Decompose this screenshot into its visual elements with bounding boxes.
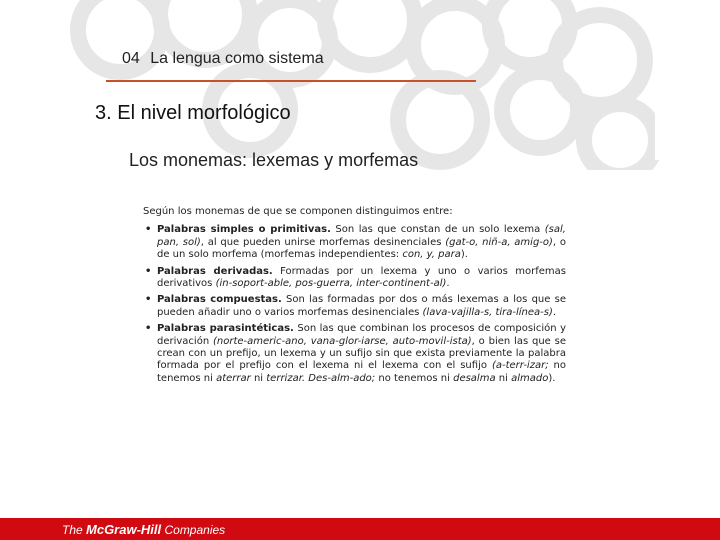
item-example: almado (511, 372, 549, 384)
item-example: aterrar (216, 372, 251, 384)
slide-subtitle: Los monemas: lexemas y morfemas (129, 150, 419, 170)
item-example: (a-terr-izar; (491, 360, 549, 372)
publisher-logo (62, 522, 225, 537)
item-example: terrizar. Des-alm-ado; (266, 372, 376, 384)
item-example: desalma (453, 372, 496, 384)
item-text: ni (250, 372, 267, 384)
item-text: no tenemos ni (375, 372, 454, 384)
list-item (143, 323, 566, 385)
list-item (143, 224, 566, 261)
logo-suffix: Companies (161, 523, 226, 537)
item-example: (in-soport-able, pos-guerra, inter-continent-al) (215, 278, 447, 290)
item-text: Son las que constan de un solo lexema (330, 224, 545, 236)
item-term: Palabras derivadas. (157, 265, 273, 277)
logo-brand: McGraw-Hill (86, 522, 162, 537)
bullet-icon: • (145, 323, 152, 335)
content-intro: Según los monemas de que se componen distinguimos entre: (143, 206, 453, 217)
list-item (143, 266, 566, 291)
item-example: con, y, para (402, 249, 461, 261)
bullet-icon: • (145, 224, 152, 236)
item-text: , o bien las que se crean con un prefijo, un lexema y un sufijo sin que exista previamente la palabra formada por el prefijo con el lexema ni el lexema con el sufijo (157, 335, 566, 372)
item-text: Son las formadas por dos o más lexemas a los que se pueden añadir uno o varios morfemas desinenciales (157, 294, 566, 318)
item-example: (gat-o, niñ-a, amig-o) (445, 236, 553, 248)
content-block (143, 206, 566, 389)
item-text: no tenemos ni (157, 360, 567, 384)
item-example: (lava-vajilla-s, tira-línea-s) (422, 306, 553, 318)
item-text: , o de un solo morfema (morfemas independientes: (157, 236, 566, 261)
item-example: (norte-americ-ano, vana-glor-iarse, auto-movil-ista) (213, 335, 472, 347)
chapter-number: 04 (122, 50, 140, 67)
item-text: , al que pueden unirse morfemas desinenciales (200, 236, 446, 248)
word-types-list (143, 224, 566, 385)
item-text: . (446, 278, 450, 290)
item-text: ). (548, 372, 556, 384)
item-text: Formadas por un lexema y uno o varios morfemas derivativos (157, 265, 566, 290)
footer-bar (0, 518, 720, 540)
chapter-header (122, 50, 324, 68)
logo-prefix: The (62, 523, 87, 537)
chapter-title: La lengua como sistema (150, 50, 324, 67)
item-example: (sal, pan, sol) (157, 224, 566, 248)
bullet-icon: • (145, 294, 152, 306)
bullet-icon: • (145, 265, 152, 277)
item-term: Palabras simples o primitivas. (157, 224, 331, 236)
header-divider (106, 80, 476, 82)
item-term: Palabras compuestas. (157, 294, 282, 306)
item-term: Palabras parasintéticas. (157, 323, 294, 335)
item-text: ). (460, 249, 468, 261)
item-text: Son las que combinan los procesos de composición y derivación (157, 323, 566, 347)
list-item (143, 294, 566, 319)
section-title: 3. El nivel morfológico (95, 102, 291, 124)
item-text: ni (495, 372, 512, 384)
item-text: . (552, 306, 557, 318)
